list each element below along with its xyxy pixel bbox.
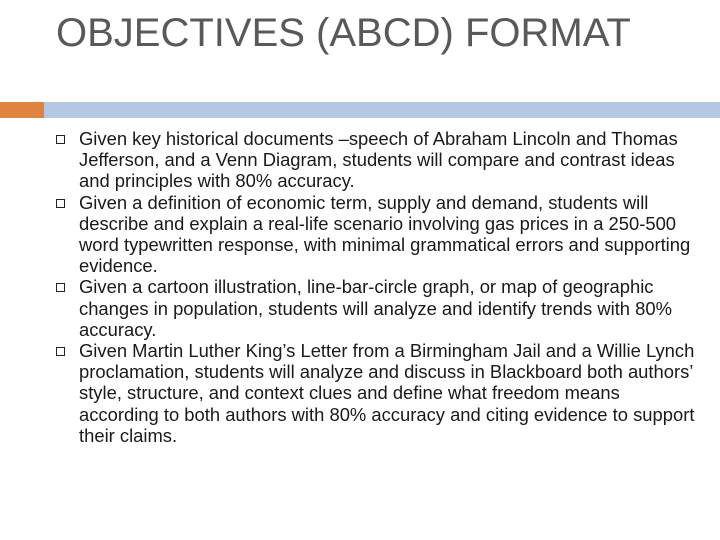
title-accent-bar-orange — [0, 102, 44, 118]
objectives-list — [56, 128, 696, 446]
bullet-text: Given a cartoon illustration, line-bar-circle graph, or map of geographic changes in population, students will analyze and identify trends with 80% accuracy. — [79, 276, 672, 340]
square-bullet-icon — [56, 347, 65, 356]
list-item — [56, 276, 696, 340]
bullet-text: Given a definition of economic term, supply and demand, students will describe and explain a real-life scenario involving gas prices in a 250-500 word typewritten response, with minimal grammatical errors and supporting evidence. — [79, 191, 691, 277]
square-bullet-icon — [56, 283, 65, 292]
square-bullet-icon — [56, 135, 65, 144]
list-item — [56, 340, 696, 446]
list-item — [56, 128, 696, 192]
square-bullet-icon — [56, 199, 65, 208]
slide-title: OBJECTIVES (ABCD) FORMAT — [56, 11, 631, 55]
bullet-text: Given key historical documents –speech of Abraham Lincoln and Thomas Jefferson, and a Venn Diagram, students will compare and contrast ideas and principles with 80% accuracy. — [79, 128, 678, 192]
bullet-text: Given Martin Luther King’s Letter from a Birmingham Jail and a Willie Lynch proclamation, students will analyze and discuss in Blackboard both authors’ style, structure, and context clues and define what freedom means according to both authors with 80% accuracy and citing evidence to support their claims. — [79, 340, 695, 446]
list-item — [56, 192, 696, 277]
title-accent-bar-blue — [44, 102, 720, 118]
